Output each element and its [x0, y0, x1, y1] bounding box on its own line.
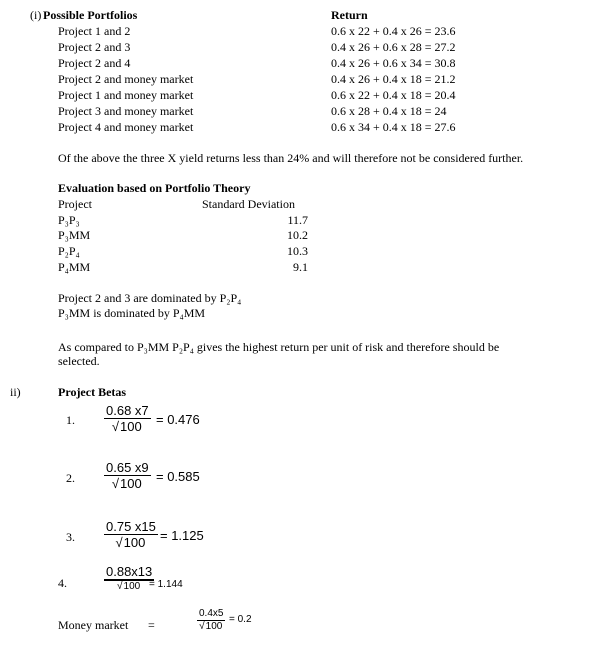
beta-fraction: [104, 460, 151, 491]
beta-result: = 0.476: [156, 412, 200, 427]
beta-numerator: 0.88x13: [106, 564, 153, 579]
beta-numerator: 0.65 x9: [106, 460, 149, 475]
sqrt-sign: √100: [199, 621, 223, 632]
sd-project: P₄MM: [58, 260, 91, 274]
beta-number: 1.: [66, 413, 75, 427]
sd-project: P₃P₃: [58, 213, 80, 227]
sqrt-sign: √100: [111, 476, 142, 491]
sqrt-sign: √100: [115, 535, 146, 550]
beta-result: = 1.144: [149, 579, 183, 590]
beta-fraction: [104, 403, 151, 434]
beta-fraction: [104, 564, 154, 593]
portfolio-return: 0.4 x 26 + 0.4 x 18 = 21.2: [331, 72, 456, 86]
beta-numerator: 0.68 x7: [106, 403, 149, 418]
portfolio-return: 0.4 x 26 + 0.6 x 28 = 27.2: [331, 40, 456, 54]
beta-result: = 1.125: [160, 528, 204, 543]
sd-value: 10.2: [287, 228, 308, 242]
beta-fraction: [104, 519, 158, 550]
portfolio-name: Project 2 and money market: [58, 72, 194, 86]
money-market-fraction: [197, 608, 225, 633]
rejection-note: Of the above the three X yield returns less than 24% and will therefore not be considered further.: [58, 151, 524, 165]
beta-number: 3.: [66, 530, 75, 544]
money-market-equals: =: [148, 618, 155, 632]
portfolio-return: 0.6 x 28 + 0.4 x 18 = 24: [331, 104, 447, 118]
sd-project: P₃MM: [58, 228, 91, 242]
sd-value: 11.7: [287, 213, 308, 227]
portfolio-name: Project 3 and money market: [58, 104, 194, 118]
beta-result: = 0.585: [156, 469, 200, 484]
beta-denominator: [104, 581, 154, 593]
sqrt-sign: √100: [117, 581, 141, 592]
portfolio-return: 0.4 x 26 + 0.6 x 34 = 30.8: [331, 56, 456, 70]
dominated-note-1: Project 2 and 3 are dominated by P₂P₄: [58, 291, 242, 305]
portfolio-name: Project 1 and 2: [58, 24, 131, 38]
beta-number: 2.: [66, 471, 75, 485]
portfolio-return: 0.6 x 22 + 0.4 x 26 = 23.6: [331, 24, 456, 38]
conclusion-line-2: selected.: [58, 354, 100, 368]
beta-denominator: [104, 419, 151, 434]
col-project-header: Project: [58, 197, 92, 211]
portfolio-name: Project 2 and 3: [58, 40, 131, 54]
dominated-note-2: P₃MM is dominated by P₄MM: [58, 306, 206, 320]
portfolio-name: Project 4 and money market: [58, 120, 194, 134]
portfolio-name: Project 2 and 4: [58, 56, 131, 70]
beta-numerator: 0.75 x15: [106, 519, 156, 534]
portfolio-name: Project 1 and money market: [58, 88, 194, 102]
possible-portfolios-heading: Possible Portfolios: [43, 8, 138, 22]
sd-value: 9.1: [293, 260, 308, 274]
money-market-label: Money market: [58, 618, 129, 632]
portfolio-return: 0.6 x 34 + 0.4 x 18 = 27.6: [331, 120, 456, 134]
portfolio-return: 0.6 x 22 + 0.4 x 18 = 20.4: [331, 88, 456, 102]
sqrt-sign: √100: [111, 419, 142, 434]
evaluation-heading: Evaluation based on Portfolio Theory: [58, 181, 251, 195]
beta-number: 4.: [58, 576, 67, 590]
beta-denominator: [104, 535, 158, 550]
beta-denominator: [104, 476, 151, 491]
money-market-result: = 0.2: [229, 614, 252, 625]
return-heading: Return: [331, 8, 368, 22]
sd-value: 10.3: [287, 244, 308, 258]
project-betas-heading: Project Betas: [58, 385, 127, 399]
conclusion-line-1: As compared to P₃MM P₂P₄ gives the highest return per unit of risk and therefore should be: [58, 340, 500, 354]
part-i-label: (i): [30, 8, 42, 22]
col-sd-header: Standard Deviation: [202, 197, 295, 211]
money-market-numerator: 0.4x5: [199, 608, 224, 619]
money-market-denominator: [197, 621, 225, 633]
sd-project: P₂P₄: [58, 244, 80, 258]
part-ii-label: ii): [10, 385, 21, 399]
